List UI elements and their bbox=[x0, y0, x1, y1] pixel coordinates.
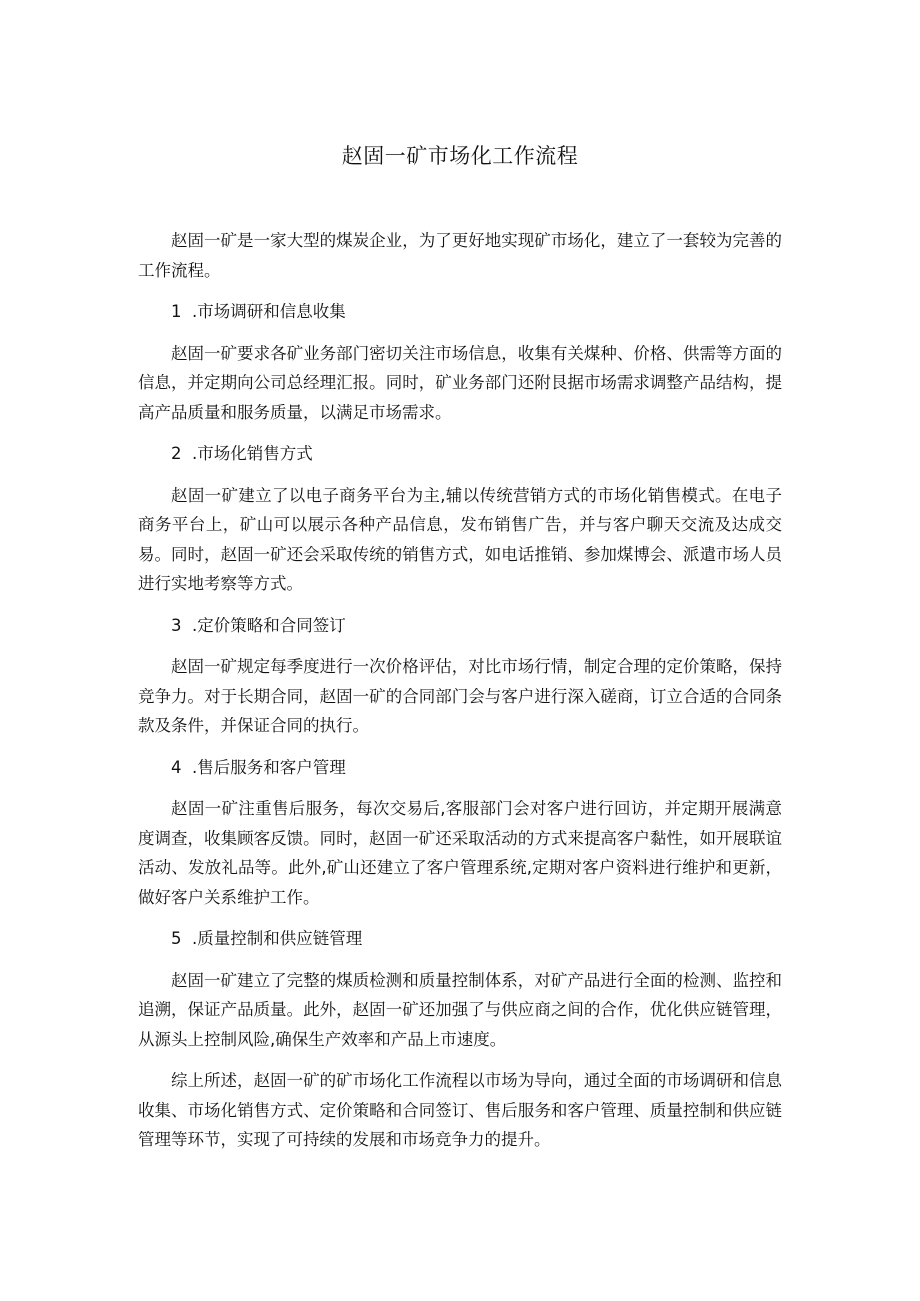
section-body-sales-methods: 赵固一矿建立了以电子商务平台为主,辅以传统营销方式的市场化销售模式。在电子商务平台上，矿山可以展示各种产品信息，发布销售广告，并与客户聊天交流及达成交易。同时，赵固一矿还会采取传统的销售方式，如电话推销、参加煤博会、派遣市场人员进行实地考察等方式。 bbox=[138, 485, 782, 593]
document-title: 赵固一矿市场化工作流程 bbox=[341, 144, 579, 168]
section-heading-market-research: 1 .市场调研和信息收集 bbox=[171, 302, 346, 321]
section-body-pricing-contracts: 赵固一矿规定每季度进行一次价格评估，对比市场行情，制定合理的定价策略，保持竞争力。对于长期合同，赵固一矿的合同部门会与客户进行深入磋商，订立合适的合同条款及条件，并保证合同的执行。 bbox=[138, 657, 782, 735]
section-heading-quality-supply-chain: 5 .质量控制和供应链管理 bbox=[171, 929, 363, 948]
conclusion-paragraph: 综上所述，赵固一矿的矿市场化工作流程以市场为导向，通过全面的市场调研和信息收集、市场化销售方式、定价策略和合同签订、售后服务和客户管理、质量控制和供应链管理等环节，实现了可持续的发展和市场竞争力的提升。 bbox=[138, 1071, 782, 1149]
section-heading-sales-methods: 2 .市场化销售方式 bbox=[171, 444, 313, 463]
section-body-after-sales: 赵固一矿注重售后服务，每次交易后,客服部门会对客户进行回访，并定期开展满意度调查，收集顾客反馈。同时，赵固一矿还采取活动的方式来提高客户黏性，如开展联谊活动、发放礼品等。此外,矿山还建立了客户管理系统,定期对客户资料进行维护和更新，做好客户关系维护工作。 bbox=[138, 799, 782, 907]
section-heading-pricing-contracts: 3 .定价策略和合同签订 bbox=[171, 615, 346, 635]
section-body-quality-supply-chain: 赵固一矿建立了完整的煤质检测和质量控制体系，对矿产品进行全面的检测、监控和追溯，保证产品质量。此外，赵固一矿还加强了与供应商之间的合作，优化供应链管理，从源头上控制风险,确保生产效率和产品上市速度。 bbox=[138, 970, 782, 1049]
intro-paragraph: 赵固一矿是一家大型的煤炭企业，为了更好地实现矿市场化，建立了一套较为完善的工作流程。 bbox=[138, 231, 782, 280]
section-body-market-research: 赵固一矿要求各矿业务部门密切关注市场信息，收集有关煤种、价格、供需等方面的信息，并定期向公司总经理汇报。同时，矿业务部门还附艮据市场需求调整产品结构，提高产品质量和服务质量，以满足市场需求。 bbox=[138, 343, 782, 422]
section-heading-after-sales: 4 .售后服务和客户管理 bbox=[171, 757, 346, 777]
